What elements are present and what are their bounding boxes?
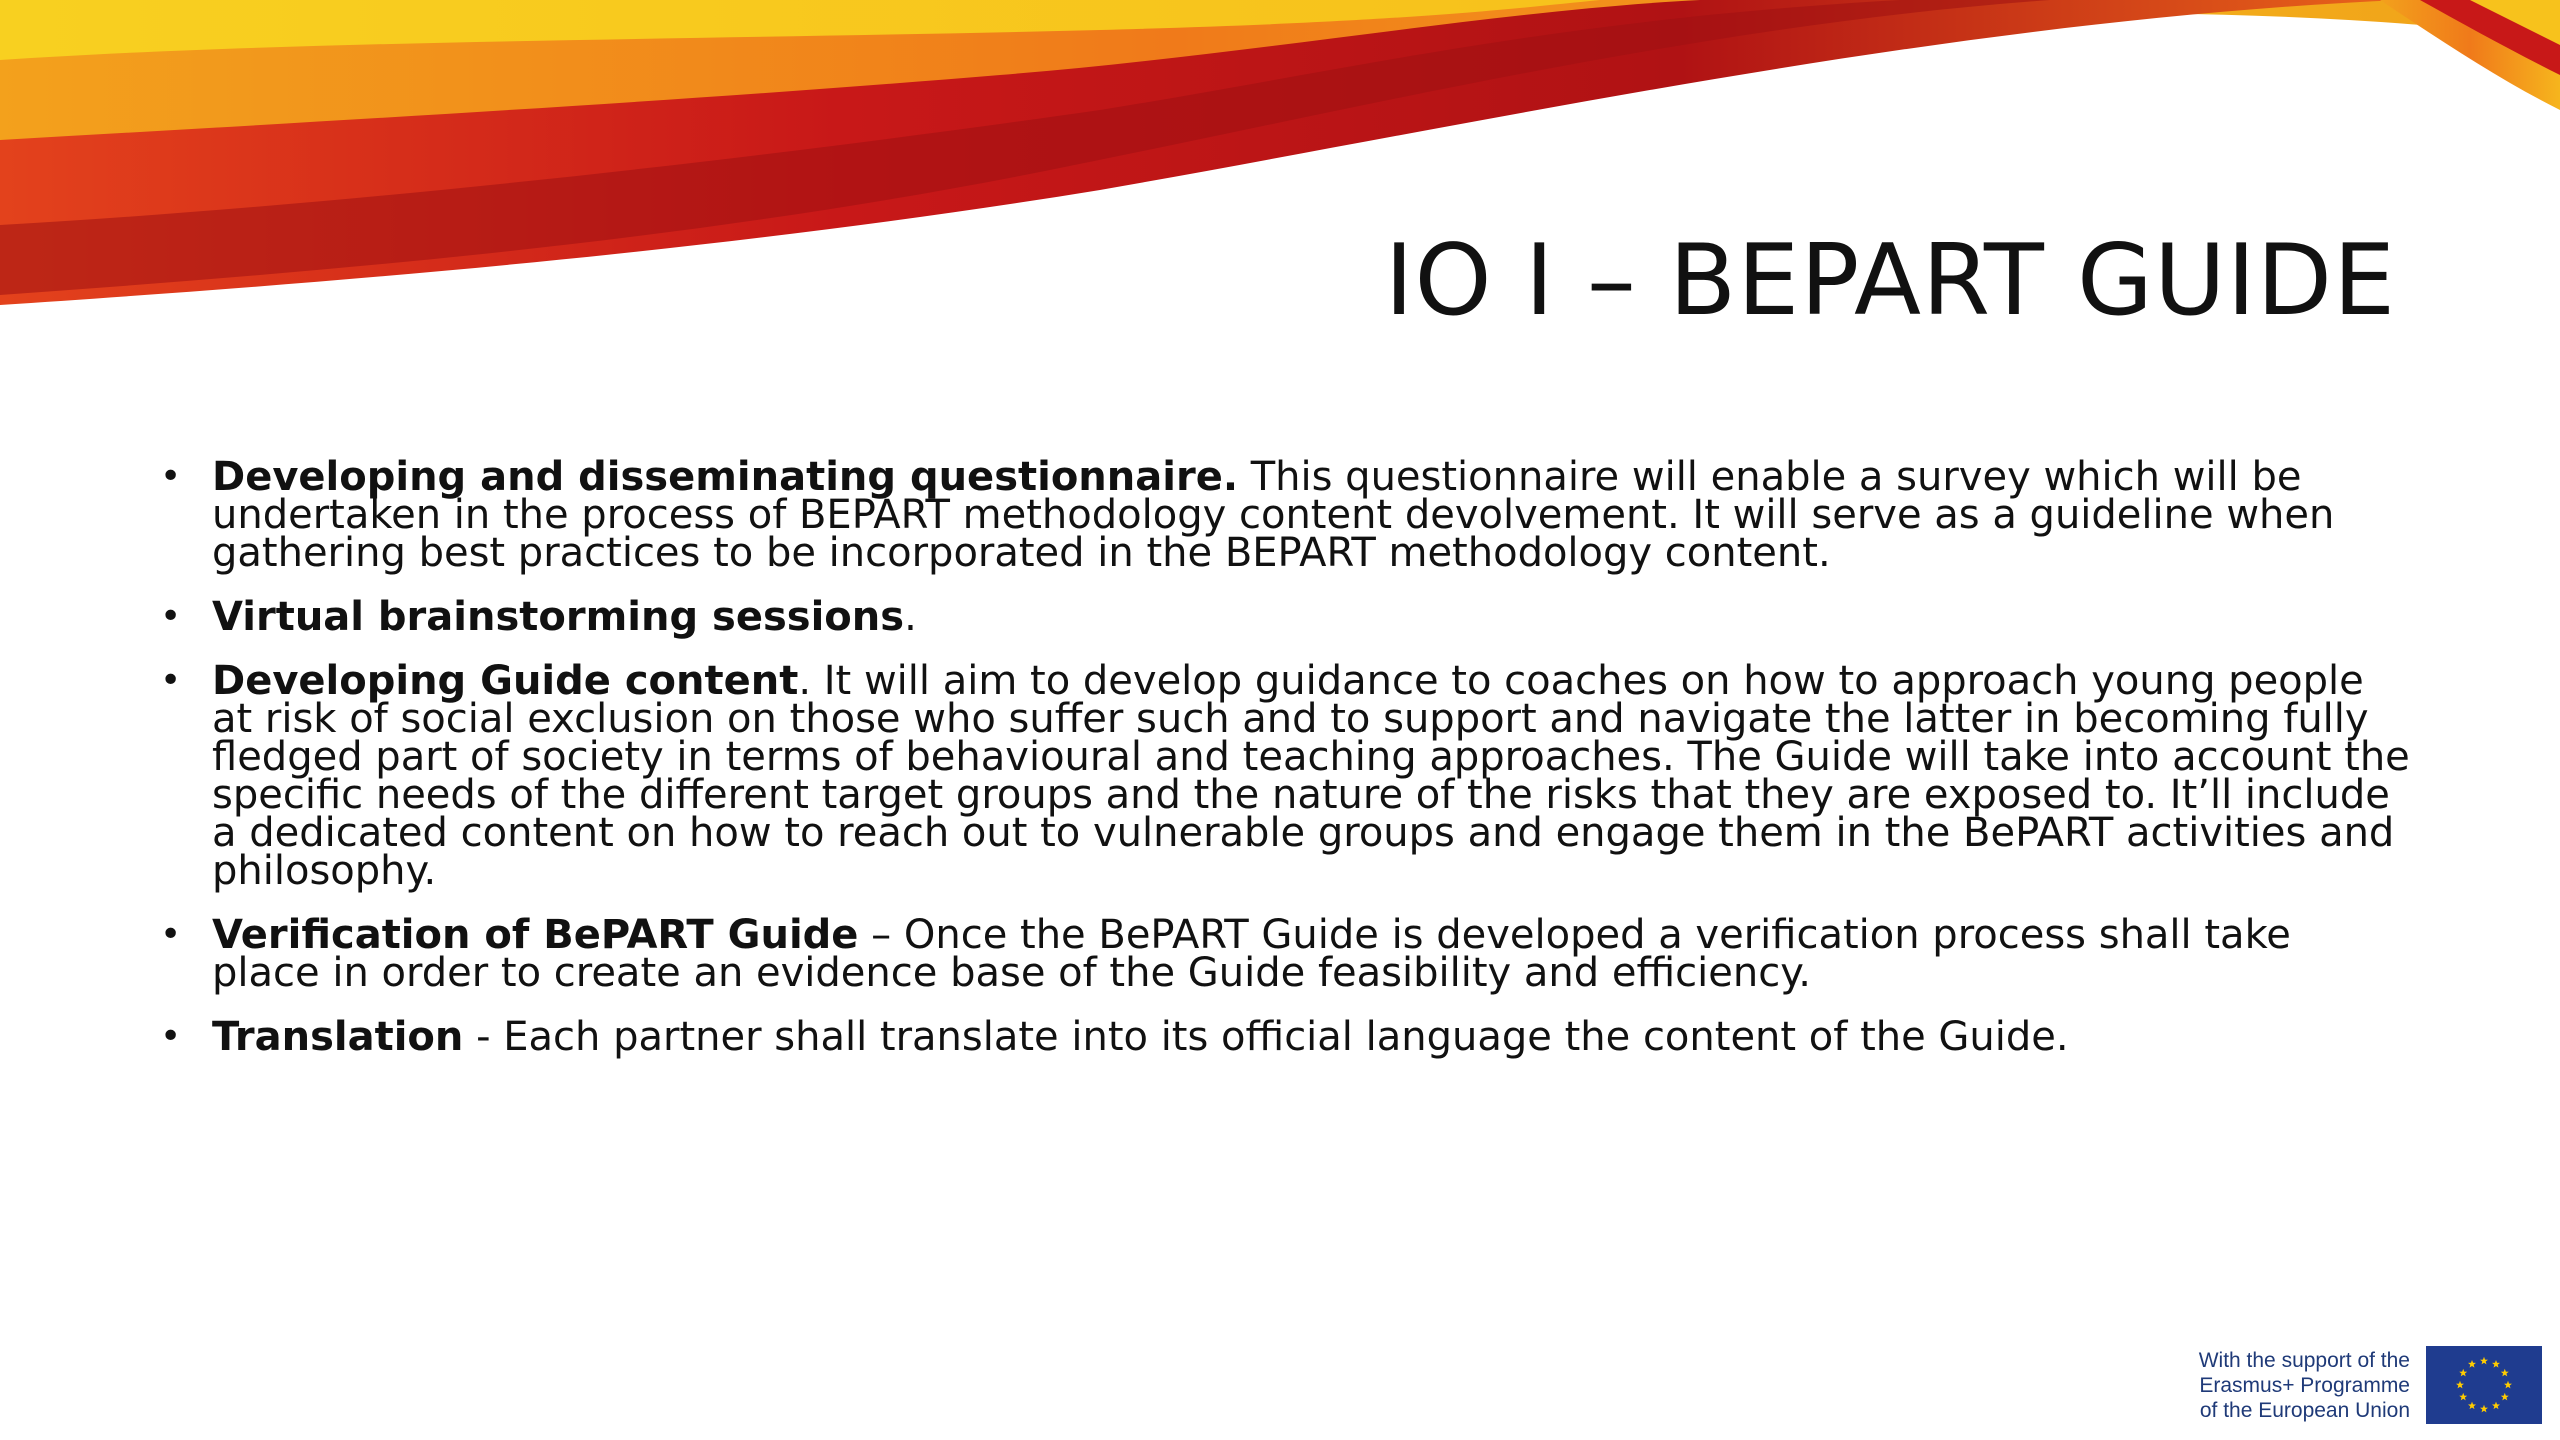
- bullet-text: This questionnaire will enable a survey which will be undertaken in the process of BEPART methodology content devolvement. It will serve as a guideline when gathering best practices to be incorporated in the BEPART methodology content.: [212, 454, 2335, 576]
- footer-line: Erasmus+ Programme: [2199, 1373, 2410, 1397]
- list-item: [160, 594, 2410, 640]
- list-item: [160, 912, 2410, 996]
- bullet-text: .: [904, 594, 917, 640]
- bullet-list: [160, 454, 2410, 1082]
- bullet-lead: Translation: [212, 1014, 464, 1060]
- bullet-text: . It will aim to develop guidance to coaches on how to approach young people at risk of social exclusion on those who suffer such and to support and navigate the latter in becoming fully fledged part of society in terms of behavioural and teaching approaches. The Guide will take into account the specific needs of the different target groups and the nature of the risks that they are exposed to. It’ll include a dedicated content on how to reach out to vulnerable groups and engage them in the BePART activities and philosophy.: [212, 658, 2410, 894]
- bullet-lead: Virtual brainstorming sessions: [212, 594, 905, 640]
- erasmus-support-text: [2199, 1348, 2410, 1423]
- bullet-text: – Once the BePART Guide is developed a verification process shall take place in order to create an evidence base of the Guide feasibility and efficiency.: [212, 912, 2291, 996]
- slide-title: IO I – BEPART GUIDE: [1384, 224, 2396, 338]
- bullet-point: •: [160, 660, 182, 701]
- list-item: [160, 658, 2410, 894]
- footer-line: of the European Union: [2199, 1398, 2410, 1422]
- bullet-point: •: [160, 1016, 182, 1057]
- footer-line: With the support of the: [2198, 1348, 2410, 1372]
- bullet-point: •: [160, 456, 182, 497]
- list-item: [160, 1014, 2410, 1060]
- bullet-point: •: [160, 914, 182, 955]
- bullet-text: - Each partner shall translate into its official language the content of the Guide.: [463, 1014, 2069, 1060]
- list-item: [160, 454, 2410, 576]
- bullet-lead: Developing Guide content: [212, 658, 799, 704]
- bullet-lead: Developing and disseminating questionnaire.: [212, 454, 1239, 500]
- erasmus-footer: [2199, 1346, 2542, 1424]
- bullet-point: •: [160, 596, 182, 637]
- bullet-lead: Verification of BePART Guide: [212, 912, 859, 958]
- eu-flag-icon: [2426, 1346, 2542, 1424]
